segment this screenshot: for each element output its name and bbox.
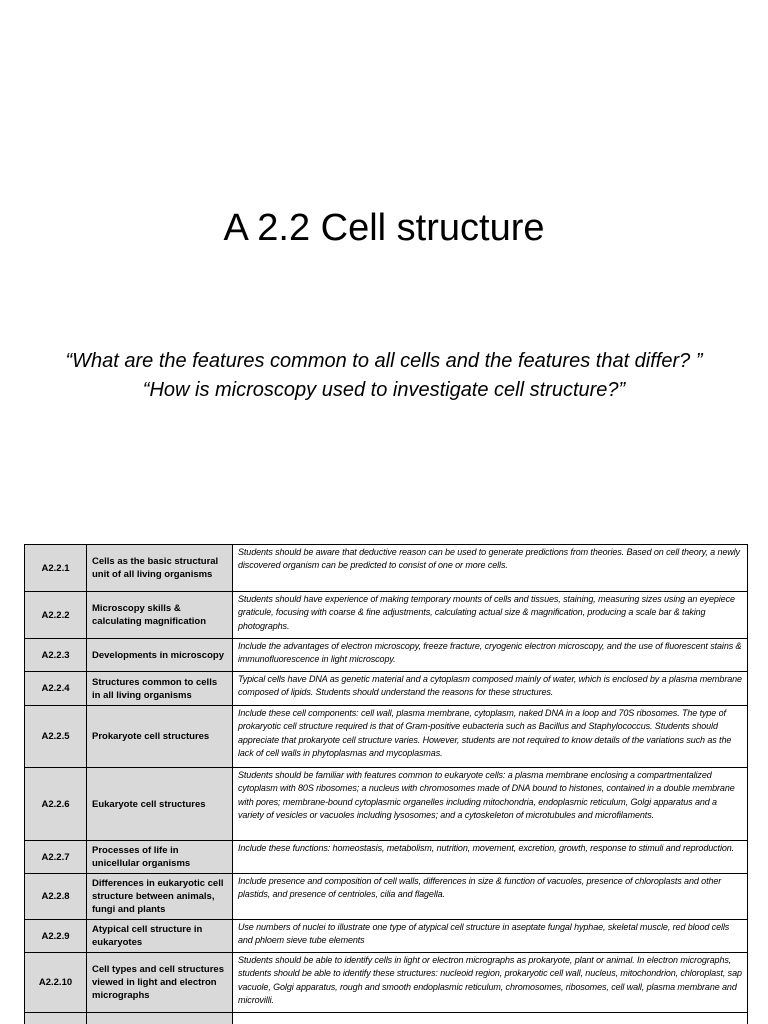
row-code: A2.2.10	[25, 953, 87, 1013]
row-guidance	[233, 672, 748, 706]
table-row	[25, 639, 748, 672]
row-topic: Microscopy skills & calculating magnification	[87, 592, 233, 639]
row-guidance-text: Include these cell components: cell wall, plasma membrane, cytoplasm, naked DNA in a loop and 70S ribosomes. The type of prokaryotic cell structure required is that of Gram-positive eubacteria such as Bacillus and Staphylococcus. Students should appreciate that prokaryote cell structure varies. However, students are not required to know details of the variations such as the lack of cell walls in phytoplasmas and mycoplasmas.	[238, 708, 732, 758]
table-row	[25, 706, 748, 768]
row-guidance-text: Use numbers of nuclei to illustrate one type of atypical cell structure in aseptate fungal hyphae, skeletal muscle, red blood cells and phloem sieve tube elements	[238, 922, 730, 946]
row-code: A2.2.9	[25, 920, 87, 953]
table-row	[25, 592, 748, 639]
row-guidance	[233, 953, 748, 1013]
row-code: A2.2.2	[25, 592, 87, 639]
guiding-question: “How is microscopy used to investigate cell structure?”	[142, 379, 626, 401]
row-guidance-text: Include these functions: homeostasis, metabolism, nutrition, movement, excretion, growth, response to stimuli and reproduction.	[238, 843, 735, 853]
row-guidance	[233, 768, 748, 841]
row-guidance-text: Include the advantages of electron microscopy, freeze fracture, cryogenic electron microscopy, and the use of fluorescent stains & immunofluorescence in light microscopy.	[238, 641, 742, 665]
row-guidance	[233, 639, 748, 672]
row-guidance-text: Students should be aware that deductive reason can be used to generate predictions from theories. Based on cell theory, a newly discovered organism can be predicted to consist of one or more cells.	[238, 547, 740, 571]
row-guidance	[233, 920, 748, 953]
row-topic: Cells as the basic structural unit of all living organisms	[87, 545, 233, 592]
guiding-questions	[0, 347, 768, 405]
row-topic: Processes of life in unicellular organisms	[87, 841, 233, 874]
row-topic: Eukaryote cell structures	[87, 768, 233, 841]
table-row	[25, 920, 748, 953]
row-code: A2.2.1	[25, 545, 87, 592]
row-code: A2.2.4	[25, 672, 87, 706]
row-code: A2.2.7	[25, 841, 87, 874]
page-title: A 2.2 Cell structure	[223, 207, 545, 249]
row-topic: Developments in microscopy	[87, 639, 233, 672]
row-guidance	[233, 706, 748, 768]
row-topic: Differences in eukaryotic cell structure between animals, fungi and plants	[87, 874, 233, 920]
row-guidance-text: Students should have experience of making temporary mounts of cells and tissues, staining, measuring sizes using an eyepiece graticule, focusing with coarse & fine adjustments, calculating actual size & magnification, producing a scale bar & taking photographs.	[238, 594, 735, 631]
row-code: A2.2.5	[25, 706, 87, 768]
table-row-cut-off	[25, 1013, 748, 1024]
table-row	[25, 545, 748, 592]
row-code: A2.2.6	[25, 768, 87, 841]
row-guidance	[233, 874, 748, 920]
row-topic: Cell types and cell structures viewed in light and electron micrographs	[87, 953, 233, 1013]
table-row	[25, 841, 748, 874]
row-guidance	[233, 592, 748, 639]
syllabus-table	[24, 544, 748, 1024]
row-guidance-empty	[233, 1013, 748, 1024]
row-code-empty	[25, 1013, 87, 1024]
row-guidance-text: Include presence and composition of cell walls, differences in size & function of vacuoles, presence of chloroplasts and other plastids, and presence of centrioles, cilia and flagella.	[238, 876, 722, 900]
guiding-question: “What are the features common to all cells and the features that differ? ”	[65, 350, 703, 372]
table-row	[25, 768, 748, 841]
row-code: A2.2.3	[25, 639, 87, 672]
row-guidance-text: Typical cells have DNA as genetic material and a cytoplasm composed mainly of water, which is enclosed by a plasma membrane composed of lipids. Students should understand the reasons for these structures.	[238, 674, 742, 698]
row-topic-empty	[87, 1013, 233, 1024]
row-guidance-text: Students should be familiar with features common to eukaryote cells: a plasma membrane enclosing a compartmentalized cytoplasm with 80S ribosomes; a nucleus with chromosomes made of DNA bound to histones, contained in a double membrane with pores; membrane-bound cytoplasmic organelles including mitochondria, endoplasmic reticulum, Golgi apparatus and a variety of vesicles or vacuoles including lysosomes; and a cytoskeleton of microtubules and microfilaments.	[238, 770, 735, 820]
row-guidance	[233, 841, 748, 874]
row-guidance	[233, 545, 748, 592]
table-row	[25, 953, 748, 1013]
table-row	[25, 874, 748, 920]
row-code: A2.2.8	[25, 874, 87, 920]
row-topic: Atypical cell structure in eukaryotes	[87, 920, 233, 953]
row-topic: Structures common to cells in all living organisms	[87, 672, 233, 706]
row-topic: Prokaryote cell structures	[87, 706, 233, 768]
row-guidance-text: Students should be able to identify cells in light or electron micrographs as prokaryote, plant or animal. In electron micrographs, students should be able to identify these structures: nucleoid region, prokaryotic cell wall, nucleus, mitochondrion, chloroplast, sap vacuole, Golgi apparatus, rough and smooth endoplasmic reticulum, chromosomes, ribosomes, cell wall, plasma membrane and microvilli.	[238, 955, 742, 1005]
table-row	[25, 672, 748, 706]
